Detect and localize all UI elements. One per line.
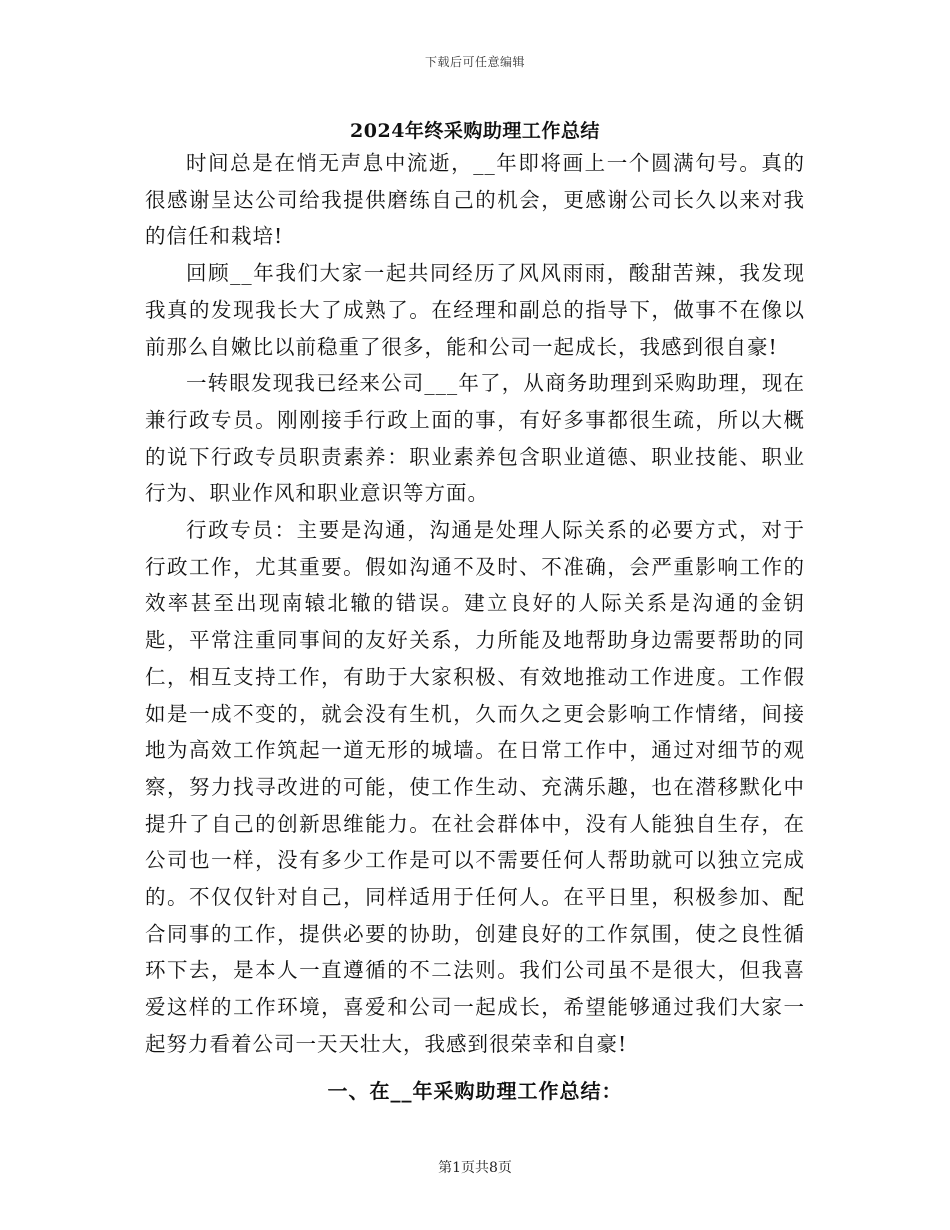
document-title: 2024年终采购助理工作总结 xyxy=(350,120,600,142)
paragraph-role: 一转眼发现我已经来公司___年了，从商务助理到采购助理，现在兼行政专员。刚刚接手行政上面的事，有好多事都很生疏，所以大概的说下行政专员职责素养：职业素养包含职业道德、职业技能、职业行为、职业作风和职业意识等方面。 xyxy=(145,371,805,506)
paragraph-admin-duties: 行政专员：主要是沟通，沟通是处理人际关系的必要方式，对于行政工作，尤其重要。假如沟通不及时、不准确，会严重影响工作的效率甚至出现南辕北辙的错误。建立良好的人际关系是沟通的金钥匙，平常注重同事间的友好关系，力所能及地帮助身边需要帮助的同仁，相互支持工作，有助于大家积极、有效地推动工作进度。工作假如是一成不变的，就会没有生机，久而久之更会影响工作情绪，间接地为高效工作筑起一道无形的城墙。在日常工作中，通过对细节的观察，努力找寻改进的可能，使工作生动、充满乐趣，也在潜移默化中提升了自己的创新思维能力。在社会群体中，没有人能独自生存，在公司也一样，没有多少工作是可以不需要任何人帮助就可以独立完成的。不仅仅针对自己，同样适用于任何人。在平日里，积极参加、配合同事的工作，提供必要的协助，创建良好的工作氛围，使之良性循环下去，是本人一直遵循的不二法则。我们公司虽不是很大，但我喜爱这样的工作环境，喜爱和公司一起成长，希望能够通过我们大家一起努力看着公司一天天壮大，我感到很荣幸和自豪! xyxy=(145,518,805,1056)
header-note: 下载后可任意编辑 xyxy=(424,55,525,69)
document-body xyxy=(145,145,805,1063)
page-footer: 第1页共8页 xyxy=(438,1160,512,1176)
section-heading: 一、在__年采购助理工作总结： xyxy=(327,1079,623,1103)
paragraph-intro: 时间总是在悄无声息中流逝，__年即将画上一个圆满句号。真的很感谢呈达公司给我提供磨练自己的机会，更感谢公司长久以来对我的信任和栽培! xyxy=(145,151,805,249)
paragraph-review: 回顾__年我们大家一起共同经历了风风雨雨，酸甜苦辣，我发现我真的发现我长大了成熟了。在经理和副总的指导下，做事不在像以前那么自嫩比以前稳重了很多，能和公司一起成长，我感到很自豪! xyxy=(145,261,805,359)
